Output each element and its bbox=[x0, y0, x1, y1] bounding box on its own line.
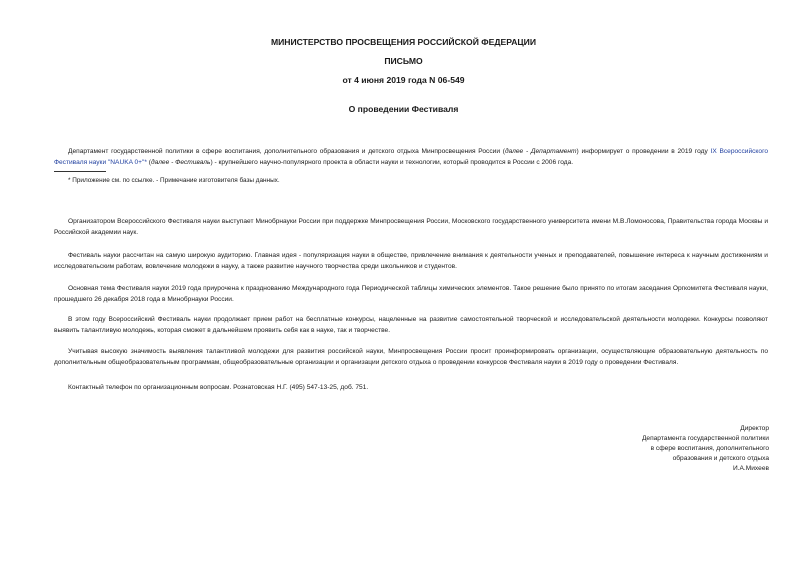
intro-text-4: ) - крупнейшего научно-популярного проекта в области науки и технологии, который проводится в России с 2006 года. bbox=[210, 159, 574, 166]
ministry-title: МИНИСТЕРСТВО ПРОСВЕЩЕНИЯ РОССИЙСКОЙ ФЕДЕРАЦИИ bbox=[270, 37, 537, 47]
signature-name: И.А.Михеев bbox=[732, 465, 769, 472]
signature-department-2: в сфере воспитания, дополнительного bbox=[650, 445, 769, 452]
intro-alias-festival: далее - Фестиваль bbox=[150, 159, 211, 166]
intro-paragraph bbox=[54, 146, 768, 168]
footnote: * Приложение см. по ссылке. - Примечание изготовителя базы данных. bbox=[68, 177, 280, 184]
paragraph-organizer: Организатором Всероссийского Фестиваля науки выступает Минобрнауки России при поддержке Минпросвещения России, Московского государственного университета имени М.В.Ломоносова, Правительства города Москвы и Российской академии наук. bbox=[54, 218, 768, 236]
document-date-number: от 4 июня 2019 года N 06-549 bbox=[342, 75, 465, 85]
signature-position: Директор bbox=[740, 425, 769, 432]
document-subject: О проведении Фестиваля bbox=[348, 104, 459, 114]
signature-department-3: образования и детского отдыха bbox=[672, 455, 769, 462]
intro-alias-department: далее - Департамент bbox=[504, 148, 577, 155]
document-type: ПИСЬМО bbox=[384, 56, 423, 66]
intro-text-3: ( bbox=[146, 159, 151, 166]
paragraph-request: Учитывая высокую значимость выявления талантливой молодежи для развития российской науки, Минпросвещения России просит проинформировать организации, осуществляющие образовательную деятельность по дополнительным общеобразовательным программам, общеобразовательные организации и организации детского отдыха о проведении конкурсов Фестиваля науки в 2019 году о проведении Фестиваля. bbox=[54, 348, 768, 366]
festival-link[interactable]: IX Всероссийского Фестиваля науки "NAUKA 0+"* bbox=[54, 148, 768, 166]
intro-text-1: Департамент государственной политики в сфере воспитания, дополнительного образования и детского отдыха Минпросвещения России ( bbox=[68, 148, 505, 155]
intro-text-2: ) информирует о проведении в 2019 году bbox=[576, 148, 711, 155]
paragraph-audience: Фестиваль науки рассчитан на самую широкую аудиторию. Главная идея - популяризация науки в обществе, привлечение внимания к деятельности ученых и преподавателей, повышение интереса к научным достижениям и исследовательским работам, вовлечение молодежи в науку, а также развитие научного творчества среди школьников и студентов. bbox=[54, 252, 768, 270]
footnote-divider bbox=[54, 171, 106, 172]
signature-block bbox=[642, 424, 769, 474]
paragraph-theme: Основная тема Фестиваля науки 2019 года приурочена к празднованию Международного года Периодической таблицы химических элементов. Такое решение было принято по итогам заседания Оргкомитета Фестиваля науки, прошедшего 26 декабря 2018 года в Минобрнауки России. bbox=[54, 285, 768, 303]
signature-department-1: Департамента государственной политики bbox=[641, 435, 769, 442]
paragraph-contact: Контактный телефон по организационным вопросам. Рознатовская Н.Г. (495) 547-13-25, доб. 751. bbox=[68, 384, 369, 391]
paragraph-contests: В этом году Всероссийский Фестиваль науки продолжает прием работ на бесплатные конкурсы, нацеленные на развитие самостоятельной творческой и исследовательской деятельности молодежи. Конкурсы позволяют выявить талантливую молодежь, которая сможет в дальнейшем проявить себя как в науке, так и творчестве. bbox=[54, 316, 768, 334]
